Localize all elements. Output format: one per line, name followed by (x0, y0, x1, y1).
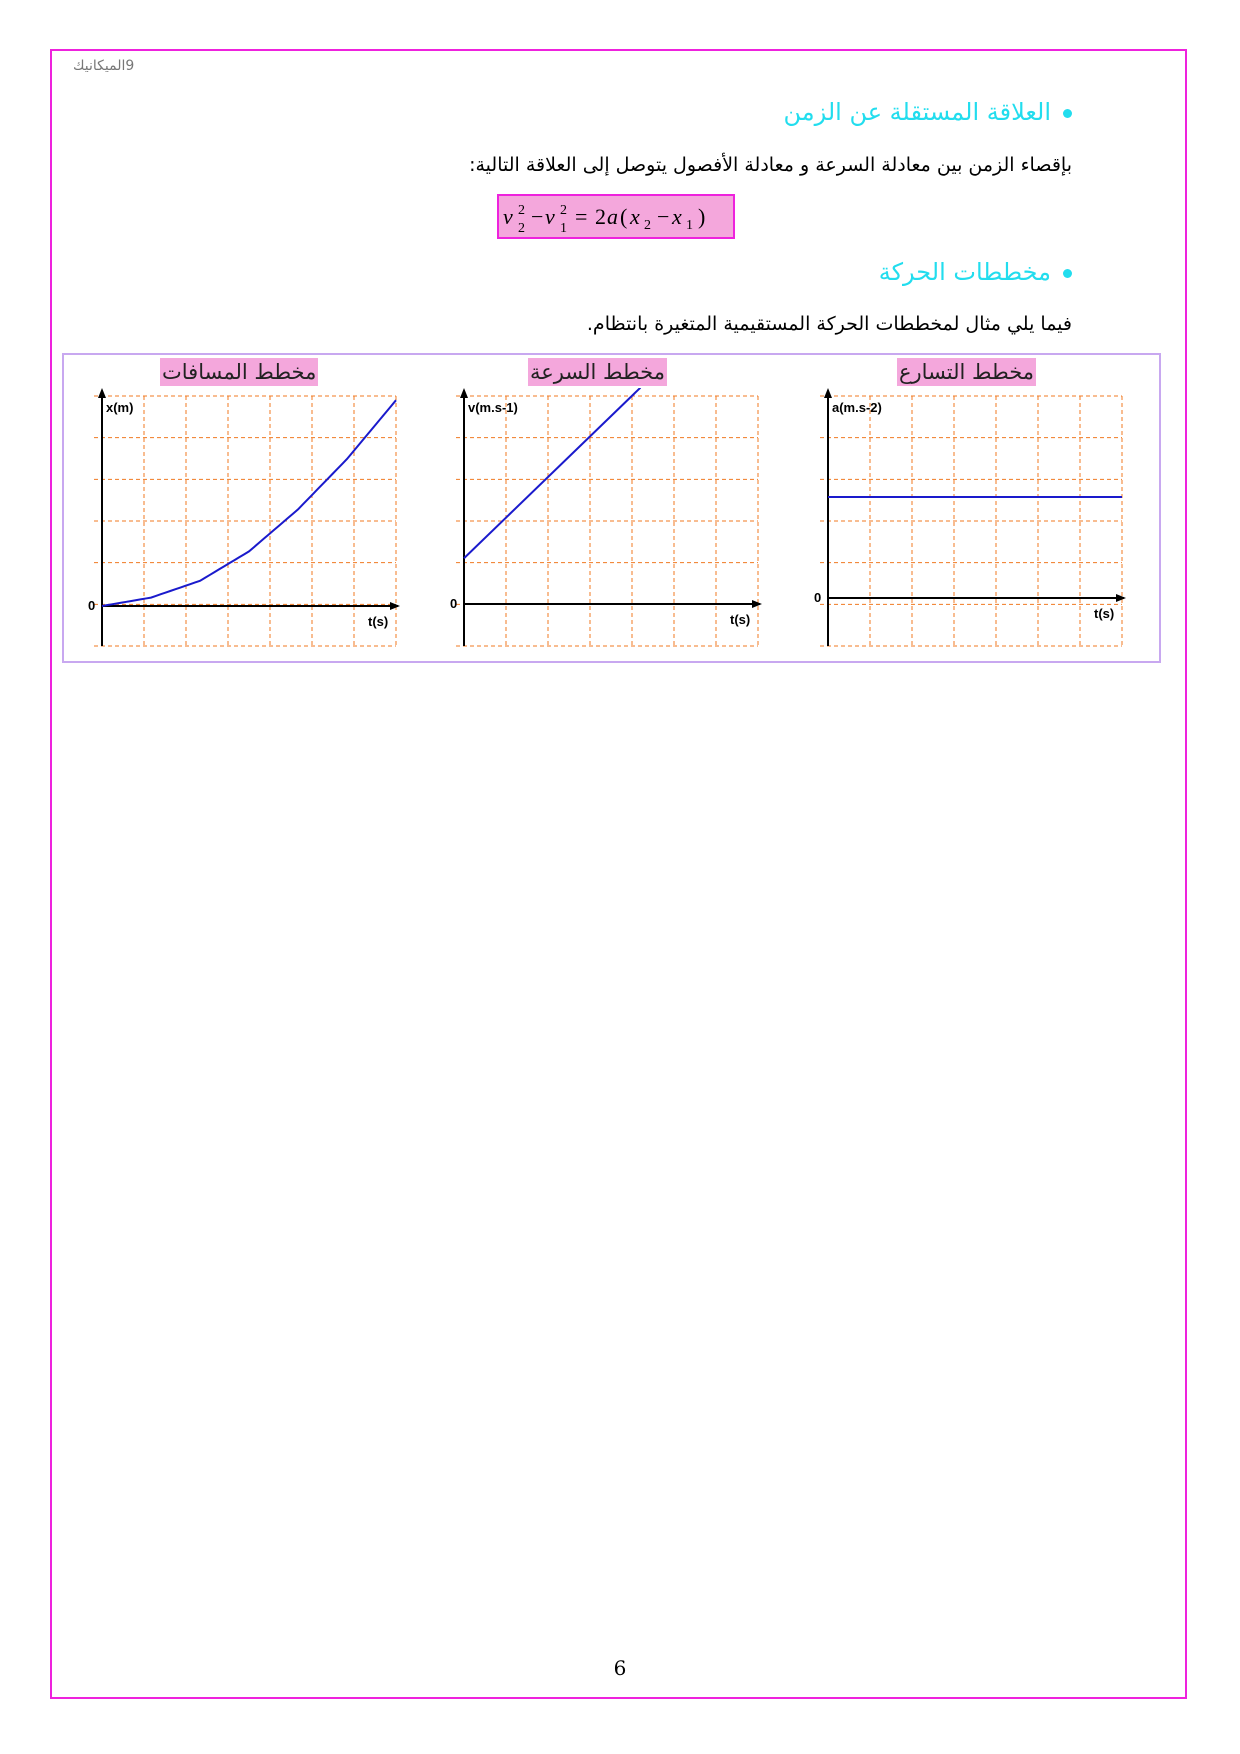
formula-rparen: ) (698, 204, 706, 229)
formula-equals: = (575, 204, 588, 229)
x-axis-label: t(s) (1094, 606, 1115, 621)
formula-coef: 2 (595, 204, 606, 229)
formula-minus-2: − (657, 204, 670, 229)
chart-title-distance: مخطط المسافات (162, 360, 317, 384)
distance-chart (86, 388, 404, 658)
formula-x1: x (672, 204, 682, 229)
origin-label: 0 (88, 598, 96, 613)
bullet-icon (1063, 109, 1072, 118)
section-title-text: العلاقة المستقلة عن الزمن (783, 98, 1051, 126)
formula-sup-2: 2 (518, 203, 525, 218)
formula-v2: v (503, 204, 513, 229)
page-number: 6 (613, 1656, 627, 1680)
section-title-text: مخططات الحركة (878, 258, 1051, 286)
formula-lparen: ( (620, 204, 628, 229)
formula-a: a (607, 204, 618, 229)
x-axis-arrow-icon (390, 602, 400, 610)
section-title-motion-charts (879, 258, 1072, 286)
chart-title-velocity: مخطط السرعة (530, 360, 665, 384)
formula-x2: x (630, 204, 640, 229)
formula-minus-1: − (531, 204, 544, 229)
paragraph-relation: بإقصاء الزمن بين معادلة السرعة و معادلة الأفصول يتوصل إلى العلاقة التالية: (469, 154, 1072, 176)
formula-sub-x2: 2 (644, 218, 651, 233)
y-axis-arrow-icon (824, 388, 832, 398)
origin-label: 0 (814, 590, 822, 605)
y-axis-label: v(m.s-1) (468, 400, 518, 415)
bullet-icon (1063, 269, 1072, 278)
formula-sup-2b: 2 (560, 203, 567, 218)
paragraph-example: فيما يلي مثال لمخططات الحركة المستقيمية المتغيرة بانتظام. (586, 313, 1072, 335)
formula-svg (499, 196, 733, 237)
page-border (50, 49, 1187, 1699)
origin-label: 0 (450, 596, 458, 611)
chart-title-acceleration: مخطط التسارع (899, 360, 1035, 384)
formula-box (497, 194, 735, 239)
distance-curve (102, 400, 396, 606)
formula-sub-1: 1 (560, 221, 567, 236)
y-axis-arrow-icon (460, 388, 468, 398)
acceleration-chart (812, 388, 1130, 658)
x-axis-arrow-icon (1116, 594, 1126, 602)
formula-sub-x1: 1 (686, 218, 693, 233)
x-axis-label: t(s) (368, 614, 389, 629)
formula-sub-2: 2 (518, 221, 525, 236)
formula-v1: v (545, 204, 555, 229)
velocity-chart (448, 388, 766, 658)
page-header: 9الميكانيك (73, 58, 135, 74)
y-axis-label: a(m.s-2) (832, 400, 882, 415)
x-axis-label: t(s) (730, 612, 751, 627)
section-title-time-independent (783, 98, 1072, 126)
y-axis-label: x(m) (106, 400, 134, 415)
x-axis-arrow-icon (752, 600, 762, 608)
y-axis-arrow-icon (98, 388, 106, 398)
